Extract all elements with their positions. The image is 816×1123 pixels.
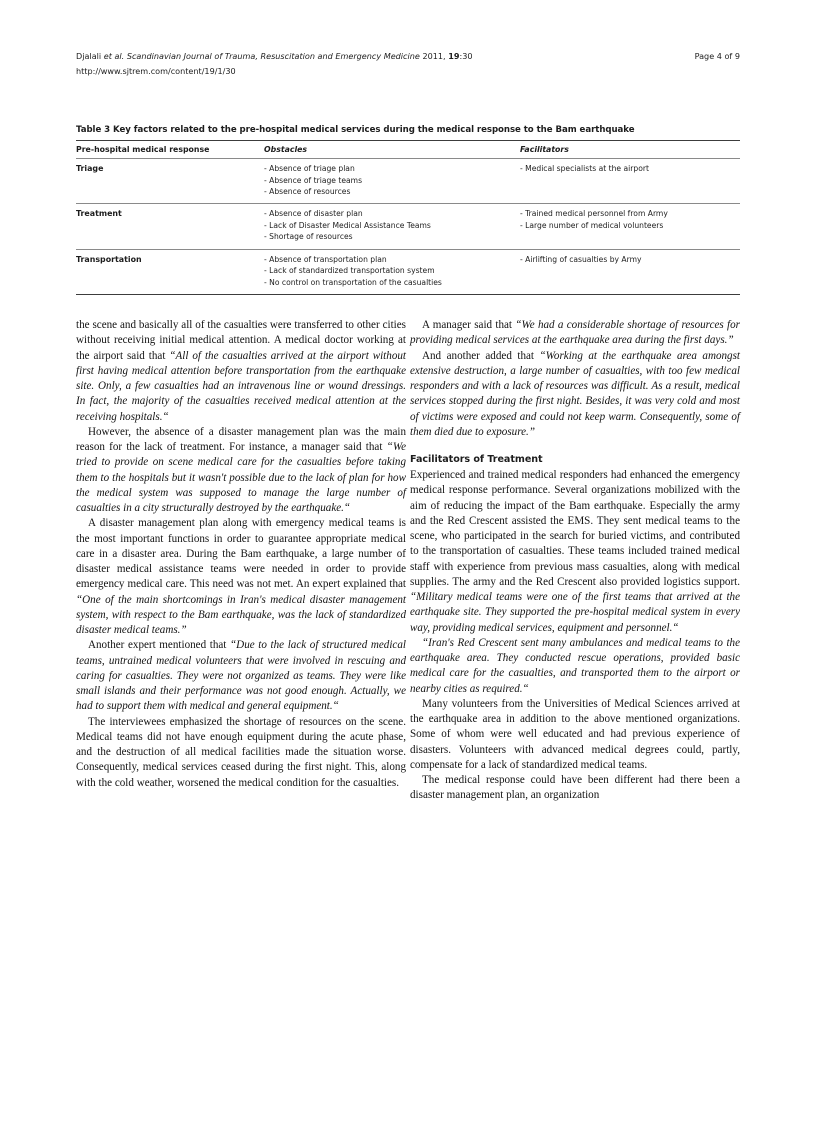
quotation: “Due to the lack of structured medical teams, untrained medical volunteers that were involved in rescuing and caring for casualties. They were not organized as teams. They were like small islands and their performance was not good enough. Actually, we had to support them with medical and general equipment.“ — [76, 639, 406, 713]
paragraph: Many volunteers from the Universities of Medical Sciences arrived at the earthquake area in addition to the above mentioned organizations. Some of whom were well educated and had previous experience of disasters. Volunteers with advanced medical degrees could, partly, compensate for a lack of standardized medical teams. — [410, 697, 740, 771]
table-row — [76, 204, 740, 249]
quotation: “We tried to provide on scene medical care for the casualties before taking them to the hospitals but it wasn't possible due to the lack of plan for how the medical system was supposed to manage the large number of casualties in a city structurally destroyed by the earthquake.“ — [76, 441, 406, 514]
cell-treatment-facilitators — [520, 204, 740, 249]
cell-transportation-facilitators — [520, 249, 740, 294]
paragraph: The interviewees emphasized the shortage of resources on the scene. Medical teams did not have enough equipment during the acute phase, and the destruction of all medical facilities made the situation worse. Consequently, medical services ceased during the first night. This, along with the cold weather, worsened the medical condition for the casualties. — [76, 715, 406, 789]
table-header-row — [76, 141, 740, 159]
paragraph-text: A disaster management plan along with emergency medical teams is the most important functions in order to guarantee appropriate medical care in a disaster area. During the Bam earthquake, a large number of disaster medical assistance teams were needed in order to provide emergency medical care. This need was not met. An expert explained that — [76, 517, 406, 591]
paragraph-text: However, the absence of a disaster management plan was the main reason for the lack of treatment. For instance, a manager said that — [76, 425, 406, 453]
table-3-container — [76, 124, 740, 295]
table-caption: Table 3 Key factors related to the pre-hospital medical services during the medical response to the Bam earthquake — [76, 125, 635, 135]
paragraph — [410, 349, 740, 441]
obstacle-list — [264, 208, 520, 243]
column-header-response: Pre-hospital medical response — [76, 141, 264, 159]
paragraph — [76, 318, 406, 425]
list-item: - Lack of Disaster Medical Assistance Teams — [264, 220, 431, 230]
body-column-right — [410, 318, 740, 804]
column-header-obstacles: Obstacles — [264, 141, 520, 159]
row-label-triage: Triage — [76, 159, 264, 204]
paragraph — [76, 516, 406, 638]
list-item: - Absence of transportation plan — [264, 254, 387, 264]
paragraph-text: Another expert mentioned that — [88, 639, 231, 652]
column-header-facilitators: Facilitators — [520, 141, 740, 159]
key-factors-table — [76, 140, 740, 295]
table-row — [76, 249, 740, 294]
facilitator-list — [520, 254, 740, 266]
list-item: - Airlifting of casualties by Army — [520, 254, 642, 264]
row-label-transportation: Transportation — [76, 249, 264, 294]
body-column-left — [76, 318, 406, 791]
paragraph — [76, 638, 406, 714]
list-item: - Absence of triage teams — [264, 175, 363, 185]
citation-volume: 19 — [448, 51, 460, 61]
quotation: “Working at the earthquake area amongst extensive destruction, a large number of casualties, with too few medical responders and with a lack of resources was difficult. As a result, medical services stopped during the first night. Besides, it was very cold and most of victims were exposed and could not keep warm. Consequently, some of them died due to exposure.” — [410, 349, 740, 438]
running-head — [76, 49, 740, 79]
paragraph-text: A manager said that — [422, 319, 516, 331]
list-item: - Absence of resources — [264, 187, 351, 197]
cell-triage-obstacles — [264, 159, 520, 204]
journal-citation — [76, 51, 473, 61]
running-head-line-citation — [76, 49, 740, 64]
list-item: - Lack of standardized transportation system — [264, 266, 435, 276]
paragraph — [410, 468, 740, 636]
facilitator-list — [520, 163, 740, 175]
list-item: - No control on transportation of the casualties — [264, 277, 442, 287]
facilitator-list — [520, 208, 740, 231]
list-item: - Shortage of resources — [264, 232, 353, 242]
obstacle-list — [264, 254, 520, 289]
paragraph-text: the scene and basically all of the casualties were transferred to other cities without receiving initial medical attention. A medical doctor working at the airport said that — [76, 319, 406, 362]
paragraph-text: Experienced and trained medical responders had enhanced the emergency medical response performance. Several organizations mobilized with the aim of reducing the impact of the Bam earthquake. Especially the army and the Red Crescent assisted the EMS. They sent medical teams to the scene, who participated in the search for buried victims, and contributed to the transportation of casualties. These teams included trained medical staff with experience from previous mass casualties, along with medical supplies. The army and the Red Crescent also provided logistics support. — [410, 469, 740, 588]
paragraph — [410, 318, 740, 349]
article-url: http://www.sjtrem.com/content/19/1/30 — [76, 66, 236, 76]
quotation: “All of the casualties arrived at the airport without first having medical attention before transportation from the earthquake site. Only, a few casualties had an intravenous line or wound dressings. In fact, the majority of the casualties received medical attention at the receiving hospitals.“ — [76, 349, 406, 423]
quotation: “Military medical teams were one of the first teams that arrived at the earthquake site. They supported the pre-hospital medical system in every way, providing medical services, equipment and personnel.“ — [410, 591, 740, 634]
paragraph-quotation: “Iran's Red Crescent sent many ambulances and medical teams to the earthquake area. They conducted rescue operations, provided basic medical care for the casualties, and transported them to the airport or nearby cities as required.“ — [410, 636, 740, 695]
page-number-label: Page 4 of 9 — [694, 51, 740, 61]
section-heading-facilitators-of-treatment: Facilitators of Treatment — [410, 453, 543, 465]
citation-year: 2011, — [419, 51, 449, 61]
citation-article-number: :30 — [459, 51, 473, 61]
citation-author: Djalali — [76, 51, 104, 61]
quotation: “We had a considerable shortage of resources for providing medical services at the earthquake area during the first days.” — [410, 319, 741, 347]
cell-transportation-obstacles — [264, 249, 520, 294]
paragraph — [76, 425, 406, 517]
paragraph: The medical response could have been different had there been a disaster management plan, an organization — [410, 774, 740, 802]
citation-journal: et al. Scandinavian Journal of Trauma, Resuscitation and Emergency Medicine — [103, 51, 420, 61]
list-item: - Medical specialists at the airport — [520, 164, 649, 173]
paragraph-text: And another added that — [422, 349, 540, 362]
table-row — [76, 159, 740, 204]
cell-triage-facilitators — [520, 159, 740, 204]
list-item: - Absence of triage plan — [264, 164, 355, 173]
obstacle-list — [264, 163, 520, 198]
row-label-treatment: Treatment — [76, 204, 264, 249]
list-item: - Absence of disaster plan — [264, 209, 363, 219]
quotation: “One of the main shortcomings in Iran's medical disaster management system, with respect to the Bam earthquake, was the lack of standardized disaster medical teams.” — [76, 593, 406, 636]
cell-treatment-obstacles — [264, 204, 520, 249]
list-item: - Trained medical personnel from Army — [520, 209, 668, 219]
list-item: - Large number of medical volunteers — [520, 220, 664, 230]
